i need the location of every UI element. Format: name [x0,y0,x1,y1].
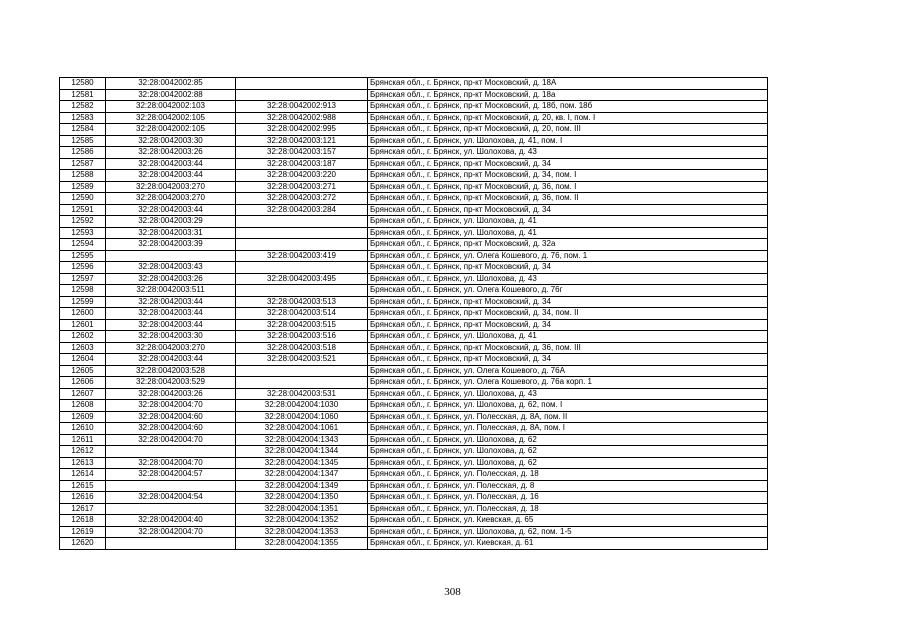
address-cell: Брянская обл., г. Брянск, ул. Шолохова, д. 62 [368,457,768,469]
address-cell: Брянская обл., г. Брянск, ул. Шолохова, д. 43 [368,147,768,159]
land-cadastral-number-cell: 32:28:0042004:60 [106,423,236,435]
row-number-cell: 12588 [60,170,106,182]
table-row [60,400,768,412]
row-number-cell: 12612 [60,446,106,458]
row-number-cell: 12605 [60,365,106,377]
object-cadastral-number-cell: 32:28:0042004:1061 [236,423,368,435]
address-cell: Брянская обл., г. Брянск, пр-кт Московский, д. 20, кв. I, пом. I [368,112,768,124]
object-cadastral-number-cell: 32:28:0042003:495 [236,273,368,285]
object-cadastral-number-cell: 32:28:0042003:515 [236,319,368,331]
registry-table [59,77,768,550]
object-cadastral-number-cell: 32:28:0042004:1355 [236,538,368,550]
object-cadastral-number-cell: 32:28:0042003:516 [236,331,368,343]
table-row [60,388,768,400]
table-row [60,285,768,297]
table-row [60,193,768,205]
object-cadastral-number-cell [236,89,368,101]
address-cell: Брянская обл., г. Брянск, ул. Шолохова, д. 43 [368,388,768,400]
address-cell: Брянская обл., г. Брянск, пр-кт Московский, д. 36, пом. III [368,342,768,354]
address-cell: Брянская обл., г. Брянск, пр-кт Московский, д. 18а [368,89,768,101]
table-row [60,89,768,101]
row-number-cell: 12595 [60,250,106,262]
land-cadastral-number-cell: 32:28:0042004:70 [106,457,236,469]
land-cadastral-number-cell: 32:28:0042003:270 [106,342,236,354]
object-cadastral-number-cell: 32:28:0042004:1349 [236,480,368,492]
address-cell: Брянская обл., г. Брянск, пр-кт Московский, д. 34 [368,354,768,366]
table-row [60,124,768,136]
object-cadastral-number-cell: 32:28:0042003:157 [236,147,368,159]
address-cell: Брянская обл., г. Брянск, ул. Олега Кошевого, д. 76А [368,365,768,377]
table-row [60,354,768,366]
object-cadastral-number-cell [236,365,368,377]
row-number-cell: 12594 [60,239,106,251]
address-cell: Брянская обл., г. Брянск, ул. Шолохова, д. 41, пом. I [368,135,768,147]
address-cell: Брянская обл., г. Брянск, ул. Шолохова, д. 62 [368,434,768,446]
land-cadastral-number-cell: 32:28:0042003:44 [106,204,236,216]
address-cell: Брянская обл., г. Брянск, ул. Полесская, д. 18 [368,503,768,515]
table-row [60,515,768,527]
address-cell: Брянская обл., г. Брянск, ул. Олега Кошевого, д. 76а корп. 1 [368,377,768,389]
table-row [60,262,768,274]
table-row [60,526,768,538]
row-number-cell: 12593 [60,227,106,239]
object-cadastral-number-cell: 32:28:0042004:1060 [236,411,368,423]
object-cadastral-number-cell: 32:28:0042004:1345 [236,457,368,469]
land-cadastral-number-cell [106,538,236,550]
land-cadastral-number-cell: 32:28:0042004:54 [106,492,236,504]
row-number-cell: 12598 [60,285,106,297]
land-cadastral-number-cell: 32:28:0042003:511 [106,285,236,297]
object-cadastral-number-cell: 32:28:0042003:187 [236,158,368,170]
object-cadastral-number-cell: 32:28:0042003:513 [236,296,368,308]
address-cell: Брянская обл., г. Брянск, пр-кт Московский, д. 18А [368,78,768,90]
row-number-cell: 12606 [60,377,106,389]
table-row [60,227,768,239]
address-cell: Брянская обл., г. Брянск, пр-кт Московский, д. 34, пом. II [368,308,768,320]
table-row [60,538,768,550]
table-row [60,239,768,251]
land-cadastral-number-cell: 32:28:0042003:529 [106,377,236,389]
object-cadastral-number-cell: 32:28:0042004:1350 [236,492,368,504]
row-number-cell: 12600 [60,308,106,320]
table-row [60,308,768,320]
land-cadastral-number-cell: 32:28:0042003:29 [106,216,236,228]
row-number-cell: 12592 [60,216,106,228]
address-cell: Брянская обл., г. Брянск, ул. Шолохова, д. 43 [368,273,768,285]
row-number-cell: 12604 [60,354,106,366]
address-cell: Брянская обл., г. Брянск, ул. Киевская, д. 65 [368,515,768,527]
address-cell: Брянская обл., г. Брянск, пр-кт Московский, д. 36, пом. I [368,181,768,193]
table-row [60,377,768,389]
address-cell: Брянская обл., г. Брянск, ул. Шолохова, д. 41 [368,227,768,239]
land-cadastral-number-cell: 32:28:0042003:44 [106,319,236,331]
land-cadastral-number-cell: 32:28:0042003:39 [106,239,236,251]
table-row [60,492,768,504]
land-cadastral-number-cell: 32:28:0042002:105 [106,112,236,124]
address-cell: Брянская обл., г. Брянск, ул. Шолохова, д. 62 [368,446,768,458]
table-row [60,342,768,354]
land-cadastral-number-cell: 32:28:0042004:60 [106,411,236,423]
object-cadastral-number-cell [236,262,368,274]
address-cell: Брянская обл., г. Брянск, пр-кт Московский, д. 32а [368,239,768,251]
address-cell: Брянская обл., г. Брянск, пр-кт Московский, д. 34 [368,319,768,331]
row-number-cell: 12601 [60,319,106,331]
table-row [60,411,768,423]
address-cell: Брянская обл., г. Брянск, пр-кт Московский, д. 34 [368,296,768,308]
address-cell: Брянская обл., г. Брянск, пр-кт Московский, д. 18б, пом. 18б [368,101,768,113]
object-cadastral-number-cell: 32:28:0042004:1344 [236,446,368,458]
address-cell: Брянская обл., г. Брянск, пр-кт Московский, д. 20, пом. III [368,124,768,136]
row-number-cell: 12582 [60,101,106,113]
land-cadastral-number-cell: 32:28:0042003:44 [106,296,236,308]
address-cell: Брянская обл., г. Брянск, ул. Полесская, д. 16 [368,492,768,504]
land-cadastral-number-cell: 32:28:0042002:88 [106,89,236,101]
address-cell: Брянская обл., г. Брянск, ул. Шолохова, д. 62, пом. I [368,400,768,412]
address-cell: Брянская обл., г. Брянск, ул. Полесская, д. 18 [368,469,768,481]
row-number-cell: 12599 [60,296,106,308]
table-row [60,204,768,216]
table-row [60,434,768,446]
object-cadastral-number-cell: 32:28:0042003:518 [236,342,368,354]
table-row [60,250,768,262]
row-number-cell: 12618 [60,515,106,527]
land-cadastral-number-cell [106,446,236,458]
row-number-cell: 12586 [60,147,106,159]
land-cadastral-number-cell: 32:28:0042003:26 [106,147,236,159]
object-cadastral-number-cell: 32:28:0042004:1353 [236,526,368,538]
land-cadastral-number-cell: 32:28:0042003:44 [106,354,236,366]
land-cadastral-number-cell: 32:28:0042003:44 [106,158,236,170]
row-number-cell: 12584 [60,124,106,136]
row-number-cell: 12580 [60,78,106,90]
address-cell: Брянская обл., г. Брянск, пр-кт Московский, д. 34 [368,262,768,274]
table-row [60,147,768,159]
land-cadastral-number-cell: 32:28:0042002:85 [106,78,236,90]
land-cadastral-number-cell: 32:28:0042004:40 [106,515,236,527]
table-row [60,446,768,458]
object-cadastral-number-cell: 32:28:0042004:1030 [236,400,368,412]
table-row [60,216,768,228]
table-row [60,112,768,124]
address-cell: Брянская обл., г. Брянск, ул. Полесская, д. 8 [368,480,768,492]
row-number-cell: 12581 [60,89,106,101]
land-cadastral-number-cell: 32:28:0042003:30 [106,135,236,147]
object-cadastral-number-cell: 32:28:0042004:1352 [236,515,368,527]
object-cadastral-number-cell: 32:28:0042002:995 [236,124,368,136]
land-cadastral-number-cell [106,503,236,515]
land-cadastral-number-cell: 32:28:0042003:43 [106,262,236,274]
address-cell: Брянская обл., г. Брянск, пр-кт Московский, д. 34 [368,158,768,170]
land-cadastral-number-cell: 32:28:0042003:44 [106,308,236,320]
address-cell: Брянская обл., г. Брянск, ул. Олега Кошевого, д. 76, пом. 1 [368,250,768,262]
object-cadastral-number-cell: 32:28:0042003:121 [236,135,368,147]
land-cadastral-number-cell: 32:28:0042003:26 [106,388,236,400]
object-cadastral-number-cell: 32:28:0042003:531 [236,388,368,400]
object-cadastral-number-cell: 32:28:0042003:220 [236,170,368,182]
registry-table-body [60,78,768,550]
row-number-cell: 12591 [60,204,106,216]
object-cadastral-number-cell: 32:28:0042002:988 [236,112,368,124]
table-row [60,319,768,331]
address-cell: Брянская обл., г. Брянск, ул. Полесская, д. 8А, пом. I [368,423,768,435]
table-row [60,480,768,492]
address-cell: Брянская обл., г. Брянск, ул. Полесская, д. 8А, пом. II [368,411,768,423]
object-cadastral-number-cell [236,216,368,228]
row-number-cell: 12611 [60,434,106,446]
land-cadastral-number-cell [106,250,236,262]
address-cell: Брянская обл., г. Брянск, пр-кт Московский, д. 34 [368,204,768,216]
table-row [60,158,768,170]
object-cadastral-number-cell: 32:28:0042003:271 [236,181,368,193]
land-cadastral-number-cell: 32:28:0042002:105 [106,124,236,136]
object-cadastral-number-cell: 32:28:0042003:284 [236,204,368,216]
land-cadastral-number-cell: 32:28:0042003:528 [106,365,236,377]
object-cadastral-number-cell [236,78,368,90]
land-cadastral-number-cell: 32:28:0042002:103 [106,101,236,113]
row-number-cell: 12614 [60,469,106,481]
row-number-cell: 12583 [60,112,106,124]
land-cadastral-number-cell: 32:28:0042003:44 [106,170,236,182]
row-number-cell: 12617 [60,503,106,515]
row-number-cell: 12589 [60,181,106,193]
row-number-cell: 12597 [60,273,106,285]
object-cadastral-number-cell [236,239,368,251]
land-cadastral-number-cell: 32:28:0042003:26 [106,273,236,285]
row-number-cell: 12596 [60,262,106,274]
object-cadastral-number-cell: 32:28:0042003:521 [236,354,368,366]
row-number-cell: 12607 [60,388,106,400]
object-cadastral-number-cell [236,227,368,239]
land-cadastral-number-cell: 32:28:0042004:70 [106,434,236,446]
object-cadastral-number-cell: 32:28:0042004:1343 [236,434,368,446]
table-row [60,78,768,90]
row-number-cell: 12610 [60,423,106,435]
land-cadastral-number-cell: 32:28:0042004:57 [106,469,236,481]
row-number-cell: 12615 [60,480,106,492]
table-row [60,365,768,377]
page-number: 308 [444,586,461,598]
object-cadastral-number-cell: 32:28:0042003:419 [236,250,368,262]
row-number-cell: 12613 [60,457,106,469]
table-row [60,469,768,481]
object-cadastral-number-cell: 32:28:0042004:1347 [236,469,368,481]
land-cadastral-number-cell: 32:28:0042003:30 [106,331,236,343]
row-number-cell: 12616 [60,492,106,504]
table-row [60,181,768,193]
address-cell: Брянская обл., г. Брянск, пр-кт Московский, д. 36, пом. II [368,193,768,205]
table-row [60,331,768,343]
table-row [60,296,768,308]
land-cadastral-number-cell: 32:28:0042004:70 [106,400,236,412]
object-cadastral-number-cell [236,377,368,389]
address-cell: Брянская обл., г. Брянск, пр-кт Московский, д. 34, пом. I [368,170,768,182]
land-cadastral-number-cell: 32:28:0042004:70 [106,526,236,538]
table-row [60,135,768,147]
address-cell: Брянская обл., г. Брянск, ул. Шолохова, д. 62, пом. 1-5 [368,526,768,538]
land-cadastral-number-cell: 32:28:0042003:31 [106,227,236,239]
land-cadastral-number-cell [106,480,236,492]
table-row [60,273,768,285]
object-cadastral-number-cell: 32:28:0042003:514 [236,308,368,320]
address-cell: Брянская обл., г. Брянск, ул. Киевская, д. 61 [368,538,768,550]
row-number-cell: 12619 [60,526,106,538]
land-cadastral-number-cell: 32:28:0042003:270 [106,181,236,193]
row-number-cell: 12609 [60,411,106,423]
address-cell: Брянская обл., г. Брянск, ул. Шолохова, д. 41 [368,216,768,228]
object-cadastral-number-cell: 32:28:0042002:913 [236,101,368,113]
table-row [60,423,768,435]
object-cadastral-number-cell [236,285,368,297]
row-number-cell: 12590 [60,193,106,205]
object-cadastral-number-cell: 32:28:0042003:272 [236,193,368,205]
table-row [60,170,768,182]
table-row [60,503,768,515]
row-number-cell: 12585 [60,135,106,147]
row-number-cell: 12608 [60,400,106,412]
row-number-cell: 12603 [60,342,106,354]
table-row [60,457,768,469]
land-cadastral-number-cell: 32:28:0042003:270 [106,193,236,205]
address-cell: Брянская обл., г. Брянск, ул. Шолохова, д. 41 [368,331,768,343]
row-number-cell: 12620 [60,538,106,550]
row-number-cell: 12602 [60,331,106,343]
address-cell: Брянская обл., г. Брянск, ул. Олега Кошевого, д. 76г [368,285,768,297]
object-cadastral-number-cell: 32:28:0042004:1351 [236,503,368,515]
table-row [60,101,768,113]
row-number-cell: 12587 [60,158,106,170]
